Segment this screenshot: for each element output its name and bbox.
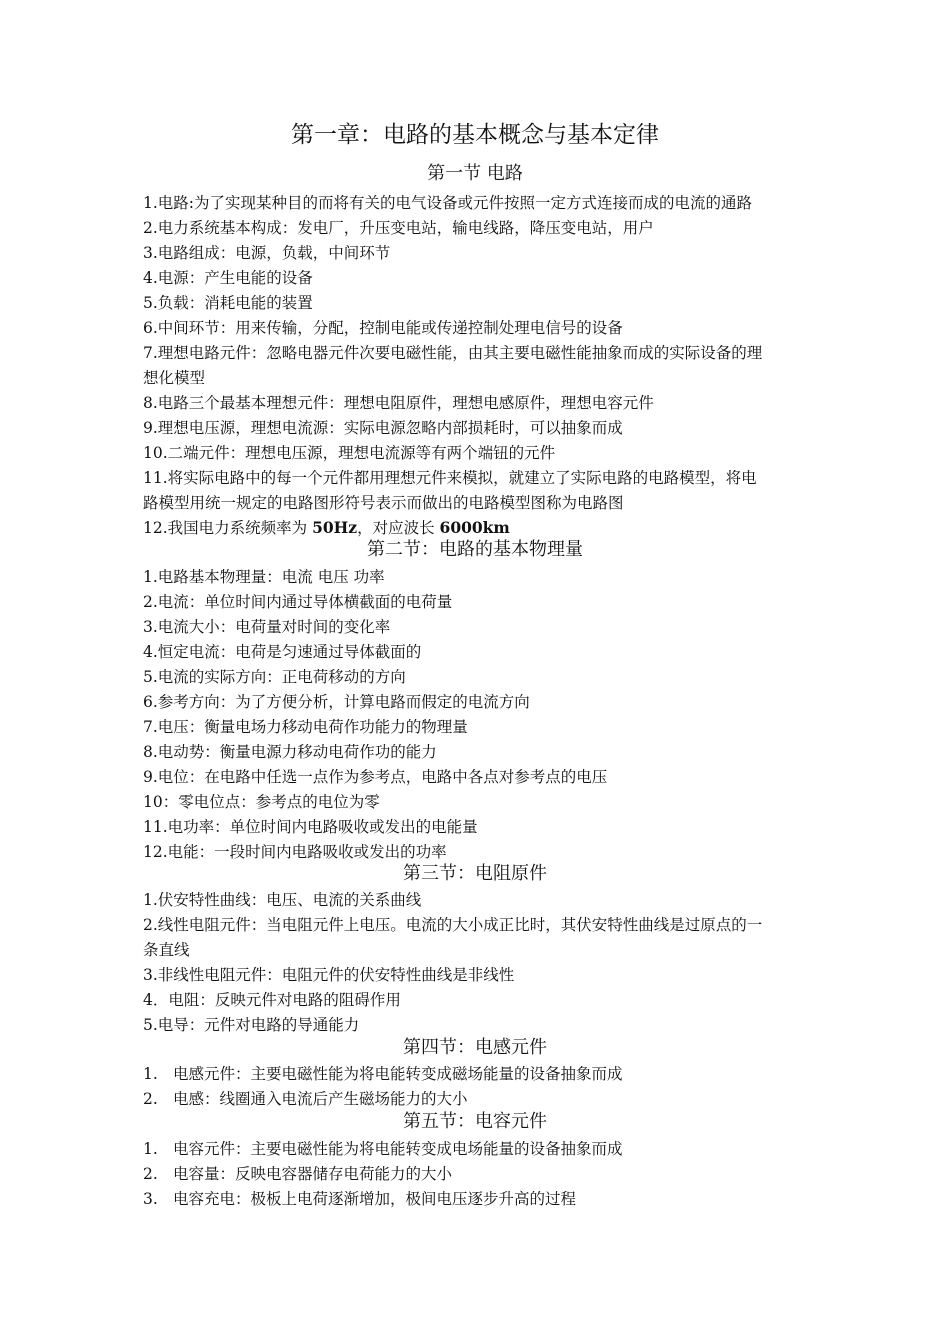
numbered-item bbox=[143, 1088, 468, 1110]
section-heading-4: 第四节：电感元件 bbox=[403, 1037, 547, 1058]
list-item: 11.电功率：单位时间内电路吸收或发出的电能量 bbox=[143, 818, 478, 836]
list-item: 3.电路组成：电源，负载，中间环节 bbox=[143, 244, 391, 262]
item-text: 电感元件：主要电磁性能为将电能转变成磁场能量的设备抽象而成 bbox=[173, 1065, 623, 1083]
item12-mid: ，对应波长 bbox=[357, 519, 440, 537]
list-item-continuation: 条直线 bbox=[143, 941, 190, 959]
item-text: 电容量：反映电容器储存电荷能力的大小 bbox=[173, 1165, 453, 1183]
item-text: 电感：线圈通入电流后产生磁场能力的大小 bbox=[173, 1090, 468, 1108]
list-item: 9.理想电压源，理想电流源：实际电源忽略内部损耗时，可以抽象而成 bbox=[143, 419, 623, 437]
item12-prefix: 12.我国电力系统频率为 bbox=[143, 519, 313, 537]
numbered-item bbox=[143, 1063, 623, 1085]
list-item: 8.电路三个最基本理想元件：理想电阻原件，理想电感原件，理想电容元件 bbox=[143, 394, 654, 412]
section-heading-1: 第一节 电路 bbox=[427, 163, 523, 184]
list-item: 12.电能：一段时间内电路吸收或发出的功率 bbox=[143, 843, 447, 861]
numbered-item bbox=[143, 1163, 452, 1185]
list-item: 4.恒定电流：电荷是匀速通过导体截面的 bbox=[143, 643, 422, 661]
numbered-item bbox=[143, 1138, 623, 1160]
list-item: 6.参考方向：为了方便分析，计算电路而假定的电流方向 bbox=[143, 693, 530, 711]
list-item: 9.电位：在电路中任选一点作为参考点，电路中各点对参考点的电压 bbox=[143, 768, 608, 786]
list-item: 5.电流的实际方向：正电荷移动的方向 bbox=[143, 668, 406, 686]
list-item: 10.二端元件：理想电压源，理想电流源等有两个端钮的元件 bbox=[143, 444, 556, 462]
list-item-continuation: 路模型用统一规定的电路图形符号表示而做出的电路模型图称为电路图 bbox=[143, 494, 624, 512]
list-item: 11.将实际电路中的每一个元件都用理想元件来模拟，就建立了实际电路的电路模型，将电 bbox=[143, 469, 757, 487]
chapter-title: 第一章：电路的基本概念与基本定律 bbox=[291, 122, 659, 148]
section-heading-5: 第五节：电容元件 bbox=[403, 1111, 547, 1132]
list-item: 8.电动势：衡量电源力移动电荷作功的能力 bbox=[143, 743, 437, 761]
section-heading-2: 第二节：电路的基本物理量 bbox=[367, 539, 583, 560]
list-item: 3.电流大小：电荷量对时间的变化率 bbox=[143, 618, 391, 636]
item-number: 2. bbox=[143, 1090, 158, 1108]
list-item-continuation: 想化模型 bbox=[143, 369, 206, 387]
item-number: 2. bbox=[143, 1165, 158, 1183]
list-item-frequency bbox=[143, 517, 510, 539]
section-heading-3: 第三节：电阻原件 bbox=[403, 863, 547, 884]
item-number: 1. bbox=[143, 1065, 158, 1083]
item-text: 电容充电：极板上电荷逐渐增加，极间电压逐步升高的过程 bbox=[173, 1190, 577, 1208]
list-item: 1.伏安特性曲线：电压、电流的关系曲线 bbox=[143, 891, 422, 909]
frequency-value: 50Hz bbox=[312, 518, 358, 537]
item-number: 1. bbox=[143, 1140, 158, 1158]
wavelength-value: 6000km bbox=[439, 518, 510, 537]
list-item: 7.电压：衡量电场力移动电荷作功能力的物理量 bbox=[143, 718, 468, 736]
item-text: 电容元件：主要电磁性能为将电能转变成电场能量的设备抽象而成 bbox=[173, 1140, 623, 1158]
list-item: 6.中间环节：用来传输，分配，控制电能或传递控制处理电信号的设备 bbox=[143, 319, 623, 337]
list-item: 4．电阻：反映元件对电路的阻碍作用 bbox=[143, 991, 401, 1009]
list-item: 2.电力系统基本构成：发电厂，升压变电站，输电线路，降压变电站，用户 bbox=[143, 219, 654, 237]
list-item: 1.电路:为了实现某种目的而将有关的电气设备或元件按照一定方式连接而成的电流的通路 bbox=[143, 194, 753, 212]
item-number: 3. bbox=[143, 1190, 158, 1208]
list-item: 2.线性电阻元件：当电阻元件上电压。电流的大小成正比时，其伏安特性曲线是过原点的一 bbox=[143, 916, 763, 934]
list-item: 4.电源：产生电能的设备 bbox=[143, 269, 313, 287]
list-item: 3.非线性电阻元件：电阻元件的伏安特性曲线是非线性 bbox=[143, 966, 515, 984]
list-item: 2.电流：单位时间内通过导体横截面的电荷量 bbox=[143, 593, 453, 611]
list-item: 10：零电位点：参考点的电位为零 bbox=[143, 793, 380, 811]
list-item: 5.电导：元件对电路的导通能力 bbox=[143, 1016, 360, 1034]
list-item: 7.理想电路元件：忽略电器元件次要电磁性能，由其主要电磁性能抽象而成的实际设备的理 bbox=[143, 344, 763, 362]
numbered-item bbox=[143, 1188, 576, 1210]
list-item: 1.电路基本物理量：电流 电压 功率 bbox=[143, 568, 385, 586]
list-item: 5.负载：消耗电能的装置 bbox=[143, 294, 313, 312]
